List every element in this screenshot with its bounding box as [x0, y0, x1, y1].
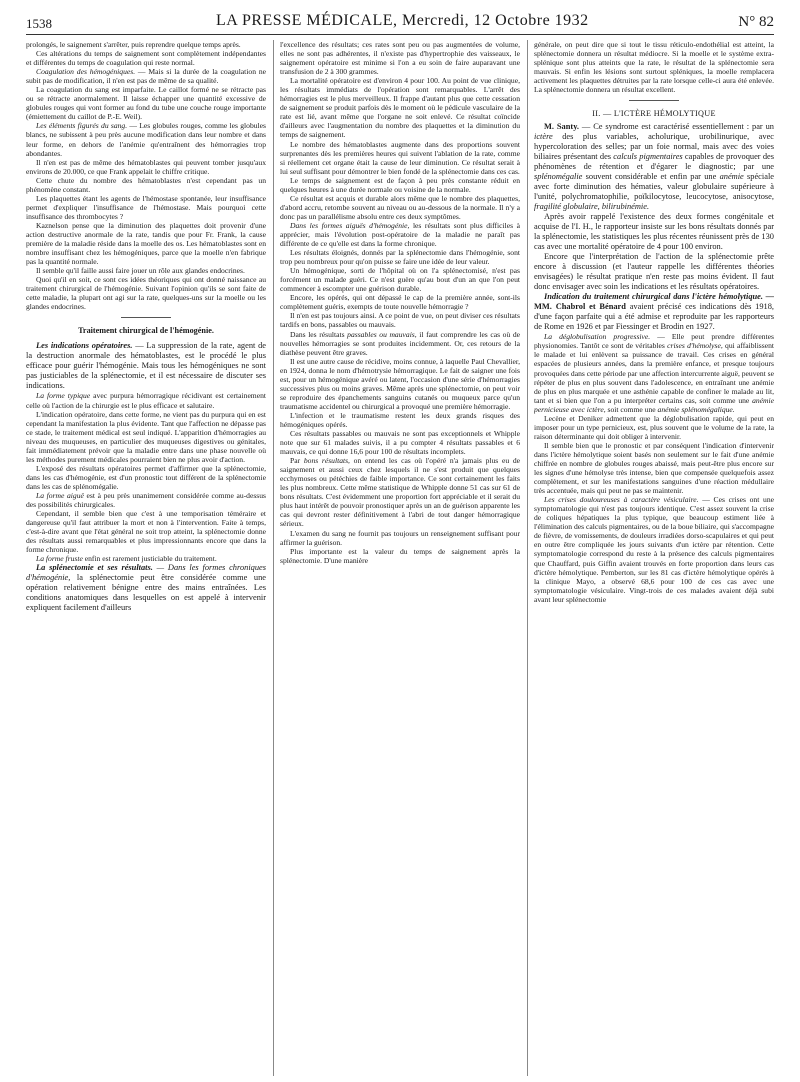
paragraph: Encore, les opérés, qui ont dépassé le cap de la première année, sont-ils complètement guéris, exempts de toute nouvelle hémorragie ? — [280, 293, 520, 312]
paragraph — [26, 563, 266, 613]
paragraph-lead: Les indications opératoires. — [36, 341, 133, 351]
paragraph — [26, 67, 266, 85]
paragraph-text: — Les globules rouges, comme les globules blancs, ne subissent à peu près aucune modification dans leur nombre et dans leur forme, en dehors de l'anémie qu'entraînent des hémorragies trop abondantes. — [26, 121, 266, 158]
paragraph-text: est à peu près unanimement considérée comme au-dessus des possibilités chirurgicales. — [26, 490, 266, 510]
paragraph — [534, 495, 774, 604]
issue-date: Mercredi, 12 Octobre 1932 — [402, 12, 589, 29]
journal-title: LA PRESSE MÉDICALE, — [216, 12, 398, 29]
section-heading: Traitement chirurgical de l'hémogénie. — [78, 326, 214, 336]
paragraph: L'infection et le traumatisme restent les deux grands risques des hémogéniques opérés. — [280, 410, 520, 429]
paragraph: Encore que l'interprétation de l'action de la splénectomie prête encore à discussion (et l'auteur rappelle les différentes théories envisagées) le résultat pratique n'en reste pas moins évident. Il faut donc envisager avec soin les indications et les résultats opératoires. — [534, 252, 774, 292]
paragraph: Cependant, il semble bien que c'est à une temporisation téméraire et dangereuse qu'il faut attribuer la mort et non à l'intervention. Faite à temps, c'est-à-dire avant que l'état général ne soit trop atteint, la splénectomie donne des résultats aussi remarquables et plus impressionnants encore que dans la forme chronique. — [26, 509, 266, 555]
column-2 — [280, 40, 520, 1076]
paragraph: L'exposé des résultats opératoires permet d'affirmer que la splénectomie, dans les cas d'hémogénie, est d'un pronostic tout différent de la splénectomie dans les cas de splénomégalie. — [26, 463, 266, 491]
paragraph: Un hémogénique, sorti de l'hôpital où on l'a splénectomisé, n'est pas forcément un malade guéri. Ce n'est guère qu'au bout d'un an que l'on peut commencer à escompter une guérison durable. — [280, 266, 520, 294]
paragraph-text: — Mais si la durée de la coagulation ne subit pas de modification, il n'en est pas de même de sa qualité. — [26, 67, 266, 86]
paragraph-text: qui affaiblissent le malade et lui enlèvent sa puissance de travail. Ces crises en général espacées de plusieurs années, dans la première enfance, et presque toujours provoquées dans cette période par une affection intercurrente aiguë, peuvent se répéter de plus en plus souvent dans l'adolescence, en entraînant une anémie de plus en plus marquée et une asthénie capable de confiner le malade au lit, tant et si bien que l'on a pu interpréter certains cas, soit comme une — [534, 341, 774, 405]
paragraph-text: avec purpura hémorragique récidivant est certainement celle où l'action de la chirurgie est le plus efficace et salutaire. — [26, 391, 266, 410]
masthead — [216, 12, 589, 30]
paragraph-text: enfin est rarement justiciable du traitement. — [82, 554, 217, 564]
paragraph-text: — Ce syndrome est caractérisé essentiellement : par un — [579, 122, 774, 132]
paragraph — [26, 121, 266, 157]
paragraph: Le nombre des hématoblastes augmente dans des proportions souvent surprenantes dès les premières heures qui suivent l'ablation de la rate, comme si réellement cet organe était la cause de leur diminution. Ce résultat serait à lui seul suffisant pour démontrer le bien fondé de la splénectomie dans ces cas. — [280, 139, 520, 176]
paragraph — [534, 292, 774, 332]
column-3 — [534, 40, 774, 1076]
paragraph — [534, 122, 774, 212]
paragraph: Ces résultats passables ou mauvais ne sont pas exceptionnels et Whipple note que sur 61 malades suivis, il a pu compter 4 résultats passables et 6 mauvais, ce qui donne 16,6 pour 100 de résultats incomplets. — [280, 429, 520, 457]
paragraph — [280, 456, 520, 528]
speaker-name: M. Santy. — [544, 122, 580, 132]
paragraph: Après avoir rappelé l'existence des deux formes congénitale et acquise de l'I. H., le rapporteur insiste sur les bons résultats donnés par la splénectomie, les statistiques les plus récentes réunissent près de 130 cas avec une mortalité opératoire de 4 pour 100 environ. — [534, 212, 774, 252]
paragraph: Il n'en est pas toujours ainsi. A ce point de vue, on peut diviser ces résultats tardifs en bons, passables ou mauvais. — [280, 311, 520, 330]
paragraph-lead: bons résultats, — [303, 456, 350, 466]
paragraph — [26, 491, 266, 509]
paragraph — [534, 332, 774, 413]
paragraph-text: soit comme une — [605, 404, 658, 414]
author-names: — MM. Chabrol et Bénard — [534, 292, 774, 312]
paragraph — [280, 221, 520, 248]
paragraph-text: il faut comprendre les cas où de nouvelles hémorragies se sont produites incidemment. Or, ces retours de la diathèse peuvent être graves. — [280, 329, 520, 357]
paragraph — [26, 341, 266, 391]
column-1 — [26, 40, 266, 1076]
paragraph-text: — Elle peut prendre différentes physionomies. Tantôt ce sont de véritables — [534, 332, 774, 351]
paragraph-text: Par — [290, 456, 304, 466]
paragraph-text: — Ces crises ont une symptomatologie qui n'est pas toujours identique. C'est assez souvent la crise de coliques hépatiques la plus typique, que beaucoup estiment liée à l'élimination des calculs pigmentaires, ou de la boue biliaire, qui s'accompagne de fièvre, de vomissements, de douleurs irradiées dorso-scapulaires et qui peut en outre être compliquée les jours suivants d'un ictère par rétention. Cette symptomatologie correspond du reste à la présence des calculs pigmentaires que Chauffard, puis Giffin avaient trouvés en forte proportion dans leurs cas d'ictère hémolytique. Pemberton, sur les 81 cas d'ictère hémolytique opérés à la clinique Mayo, a observé 68,6 pour 100 de ces cas avec une symptomatologie vésiculaire. Vingt-trois de ces malades avaient déjà subi avant leur splénectomie — [534, 495, 774, 604]
paragraph: Ces altérations du temps de saignement sont complètement indépendantes et différentes du temps de coagulation qui reste normal. — [26, 49, 266, 68]
paragraph-emphasis: fragilité globulaire, bilirubinémie. — [534, 202, 650, 212]
paragraph-text: on entend les cas où l'opéré n'a jamais plus eu de saignement et aussi ceux chez lesquels il ne s'est produit que quelques ecchymoses ou pétéchies de faible importance. Ce sont certainement les faits les plus nombreux. Cette même statistique de Whipple donne 51 cas sur 61 de bons résultats. C'est évidemment une proportion fort appréciable et il serait du plus haut intérêt de pouvoir pronostiquer après un an de guérison apparente les cas qui devront rester définitivement à l'abri de tout danger hémorragique sérieux. — [280, 456, 520, 529]
paragraph — [280, 330, 520, 357]
page-header — [26, 12, 774, 35]
paragraph-emphasis: anémie splénomégalique. — [657, 404, 735, 414]
paragraph: Plus importante est la valeur du temps de saignement après la splénectomie. D'une manière — [280, 546, 520, 565]
paragraph-lead: La splénectomie et ses résultats. — [36, 563, 153, 573]
section-rule — [121, 317, 171, 318]
paragraph: Quoi qu'il en soit, ce sont ces idées théoriques qui ont donné naissance au traitement chirurgical de l'hémogénie. Suivant l'opinion qu'ils se sont faite de cette maladie, la plupart ont agi sur la rate, quelques-uns sur la moelle ou les glandes endocrines. — [26, 275, 266, 312]
paragraph-emphasis: splénomégalie — [534, 172, 583, 182]
paragraph: Ce résultat est acquis et durable alors même que le nombre des plaquettes, d'abord accru, retombe souvent au niveau ou au-dessous de la normale. Il n'y a donc pas un parallélisme absolu entre ces deux symptômes. — [280, 193, 520, 221]
column-divider — [273, 40, 274, 1076]
paragraph: générale, on peut dire que si tout le tissu réticulo-endothélial est atteint, la splénectomie donnera un résultat médiocre. Si la moelle et le système extra-splénique sont plus atteints que la rate, le résultat de la splénectomie sera mauvais. Si enfin les lésions sont surtout spléniques, la moelle remplacera activement les plaquettes détruites par la rate lorsque celle-ci aura été enlevée. La splénectomie donnera un résultat excellent. — [534, 40, 774, 95]
paragraph: Il n'en est pas de même des hématoblastes qui peuvent tomber jusqu'aux environs de 20.000, ce que Frank appelait le chiffre critique. — [26, 157, 266, 176]
paragraph: La coagulation du sang est imparfaite. Le caillot formé ne se rétracte pas ou se rétracte anormalement. Il laisse échapper une quantité excessive de globules rouges qui vont former au fond du tube une couche rouge importante (émiettement du caillot de P.-E. Weil). — [26, 85, 266, 122]
paragraph-text: avaient précisé ces indications dès 1918, d'une façon parfaite qui a été admise et reproduite par les rapporteurs de Rome en 1926 et par Fiessinger et Brodin en 1927. — [534, 302, 774, 332]
paragraph: Les résultats éloignés, donnés par la splénectomie dans l'hémogénie, sont trop peu nombreux pour qu'on puisse se faire une idée de leur valeur. — [280, 248, 520, 267]
paragraph-lead: La forme typique — [36, 391, 91, 401]
issue-number: N° 82 — [738, 14, 774, 30]
paragraph-text: les résultats sont plus difficiles à apprécier, mais l'évolution post-opératoire de la maladie ne paraît pas différente de ce qu'elle est dans la forme chronique. — [280, 220, 520, 249]
paragraph: Il est une autre cause de récidive, moins connue, à laquelle Paul Chevallier, en 1924, donna le nom d'hémotrysie hémorragique. Le fait de saigner une fois est, pour un hémogénique avéré ou latent, l'occasion d'une série d'hémorragies successives plus ou moins graves. Même après une splénectomie, on peut voir se reproduire des épanchements sanguins cutanés ou muqueux parce qu'un traumatisme accidentel ou chirurgical a provoqué une première hémorragie. — [280, 356, 520, 411]
page-number: 1538 — [26, 16, 52, 31]
paragraph: L'examen du sang ne fournit pas toujours un renseignement suffisant pour affirmer la guérison. — [280, 528, 520, 547]
paragraph-text: souvent considérable et enfin par une — [582, 172, 720, 182]
section-heading: II. — L'ICTÈRE HÉMOLYTIQUE — [592, 109, 716, 119]
paragraph: Kaznelson pense que la diminution des plaquettes doit provenir d'une action destructive anormale de la rate, tandis que pour Fr. Frank, la cause première de la maladie réside dans la moelle des os. Les hématoblastes sont en nombre insuffisant chez les hémogéniques, parce que la moelle n'en fabrique pas la quantité normale. — [26, 220, 266, 267]
paragraph-emphasis: ictère — [534, 132, 553, 142]
paragraph: Lecène et Deniker admettent que la déglobulisation rapide, qui peut en imposer pour un type pernicieux, est, plus souvent que le volume de la rate, la raison déterminante qui doit obliger à intervenir. — [534, 413, 774, 441]
paragraph-text: — La suppression de la rate, agent de la destruction anormale des hématoblastes, est le procédé le plus efficace pour guérir l'hémogénie. Mais tous les hémogéniques ne sont pas justiciables de la splénectomie, et il est nécessaire de discuter ses indications. — [26, 341, 266, 391]
paragraph — [26, 391, 266, 409]
paragraph: Les plaquettes étant les agents de l'hémostase spontanée, leur insuffisance permet d'expliquer l'insuffisance de l'hémostase. Mais pourquoi cette insuffisance des thrombocytes ? — [26, 193, 266, 221]
paragraph-lead: La forme fruste — [36, 554, 83, 564]
paragraph-lead: La déglobulisation progressive. — [544, 332, 651, 342]
paragraph-lead: Les crises douloureuses à caractère vésiculaire. — [544, 495, 699, 505]
paragraph-lead-2: — Dans les formes chroniques d'hémogénie, — [26, 563, 266, 583]
paragraph-text: Dans les résultats — [290, 329, 348, 339]
paragraph-lead: La forme aiguë — [36, 490, 84, 500]
article-columns — [26, 40, 774, 1076]
paragraph: Cette chute du nombre des hématoblastes n'est cependant pas un phénomène constant. — [26, 175, 266, 194]
paragraph: Le temps de saignement est de façon à peu près constante réduit en quelques heures à une durée normale ou voisine de la normale. — [280, 175, 520, 194]
paragraph-lead: Les éléments figurés du sang. — [36, 121, 128, 131]
paragraph-lead: Dans les formes aiguës d'hémogénie, — [290, 220, 410, 230]
section-rule — [629, 100, 679, 101]
paragraph: L'indication opératoire, dans cette forme, ne vient pas du purpura qui en est cependant la manifestation la plus évidente. Tant que l'affection ne dépasse pas ce stade, le traitement médical est seul indiqué. L'apparition d'hémorragies au niveau des muqueuses, en particulier des muqueuses digestives ou génitales, fait immédiatement prévoir que la maladie entre dans une phase nouvelle où les méthodes purement médicales pourraient bien ne plus avoir d'action. — [26, 409, 266, 464]
paragraph: La mortalité opératoire est d'environ 4 pour 100. Au point de vue clinique, les résultats immédiats de l'opération sont remarquables. L'arrêt des hémorragies est le plus merveilleux. Il frappe d'autant plus que cette cessation de saignement se produit parfois dès le moment où le pédicule vasculaire de la rate est lié, avant même que l'organe ne soit enlevé. Ce résultat coïncide d'ailleurs avec l'augmentation du nombre des plaquettes et la diminution du temps de saignement. — [280, 76, 520, 140]
paragraph-lead: Coagulation des hémogéniques. — [36, 67, 136, 77]
paragraph-emphasis: anémie — [719, 172, 744, 182]
paragraph: Il semble bien que le pronostic et par conséquent l'indication d'intervenir dans l'ictère hémolytique soient basés non seulement sur le fait d'une anémie chiffrée en nombre de globules rouges abaissé, mais peut-être plus encore sur les signes d'une hémolyse très intense, bien que compensée quelquefois assez complètement, et sur les manifestations sanguines d'une réaction médullaire très accentuée, mais qui peut ne pas se maintenir. — [534, 440, 774, 496]
paragraph-emphasis: calculs pigmentaires — [613, 152, 683, 162]
column-divider — [527, 40, 528, 1076]
paragraph: prolongés, le saignement s'arrêter, puis reprendre quelque temps après. — [26, 40, 241, 49]
paragraph: l'excellence des résultats; ces rates sont peu ou pas augmentées de volume, elles ne sont pas adhérentes, il n'existe pas d'hypertrophie des vaisseaux, le saignement opératoire est minime si l'on a eu soin de faire auparavant une transfusion de 2 à 300 grammes. — [280, 40, 520, 77]
paragraph-text: capables de provoquer des phénomènes de rétention et d'égarer le diagnostic; par une — [534, 152, 774, 172]
paragraph-emphasis: anémie pernicieuse avec ictère, — [534, 395, 774, 414]
paragraph-lead: passables ou mauvais, — [347, 329, 417, 339]
paragraph-emphasis: crises d'hémolyse, — [667, 341, 723, 351]
paragraph: Il semble qu'il faille aussi faire jouer un rôle aux glandes endocrines. — [36, 266, 245, 276]
paragraph-text: des plus variables, acholurique, urobilinurique, avec hypercoloration des selles; par un foie normal, mais avec des voies biliaires présentant des — [534, 132, 774, 162]
paragraph-text: spéciale avec forte diminution des hématies, valeur globulaire supérieure à l'unité, polychromatophilie, poïkilocytose, leucocytose, anisocytose, — [534, 172, 774, 202]
paragraph-lead: Indication du traitement chirurgical dans l'ictère hémolytique. — [544, 292, 763, 302]
paragraph — [26, 554, 266, 563]
paragraph-text: la splénectomie peut être considérée comme une opération relativement bénigne entre des mains entraînées. Les conditions anatomiques dans lesquelles on est appelé à intervenir expliquent facilement d'ailleurs — [26, 573, 266, 613]
